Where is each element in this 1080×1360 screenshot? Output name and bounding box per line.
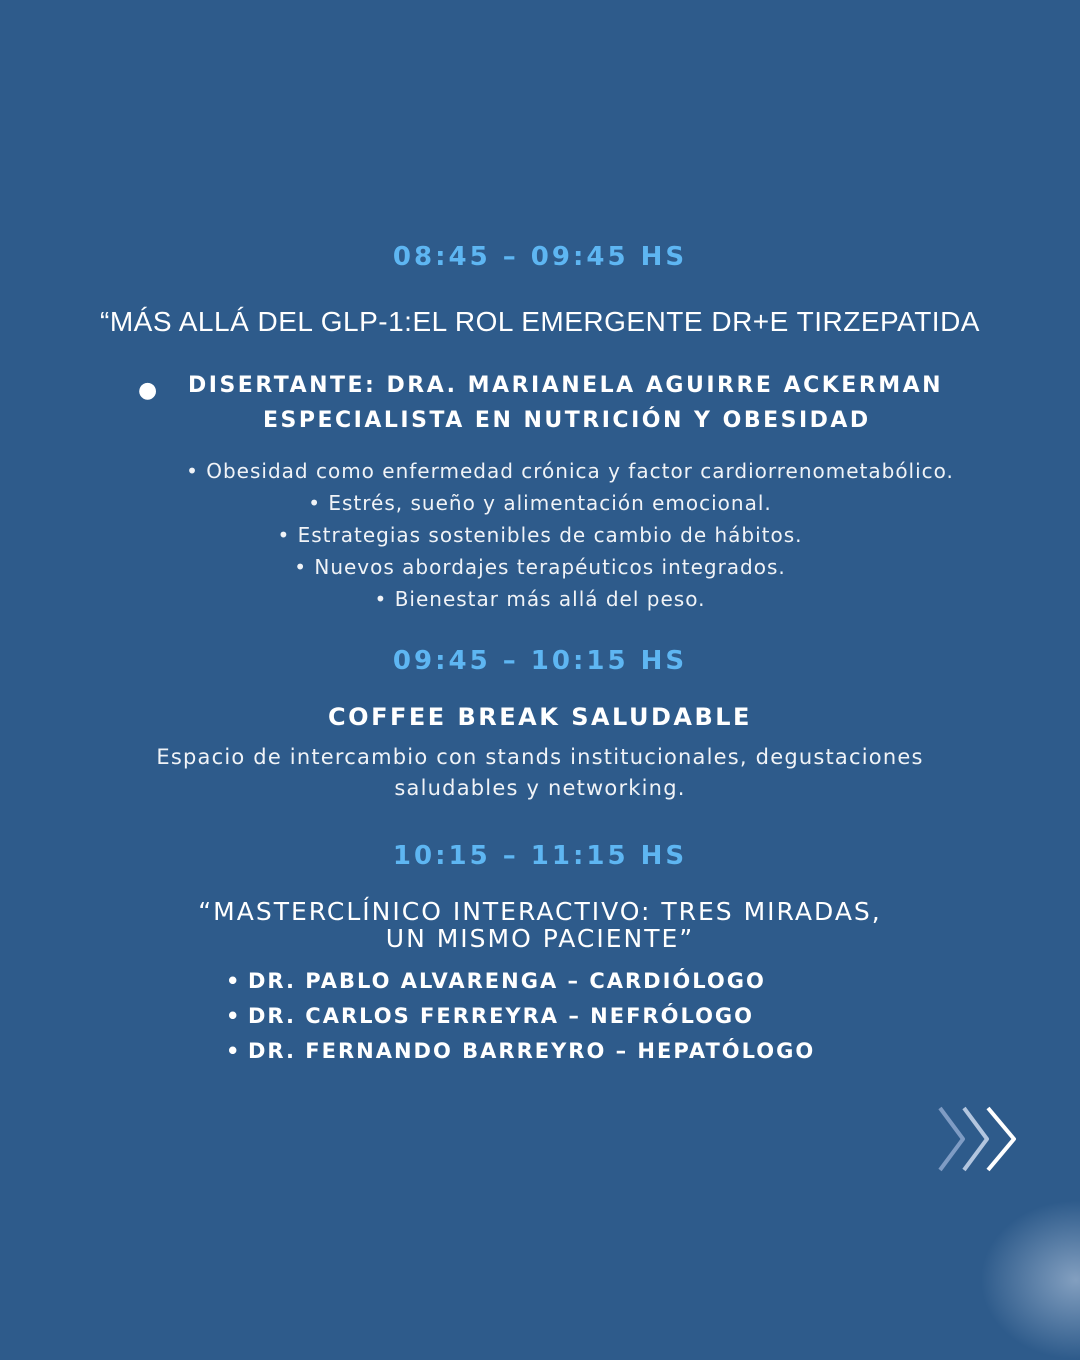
doctor-item bbox=[226, 1001, 815, 1036]
topic-item: • Obesidad como enfermedad crónica y factor cardiorrenometabólico. bbox=[186, 459, 954, 483]
topic-item: • Bienestar más allá del peso. bbox=[374, 587, 706, 611]
topic-item: • Estrés, sueño y alimentación emocional. bbox=[308, 491, 772, 515]
doctor-name: DR. CARLOS FERREYRA – NEFRÓLOGO bbox=[248, 1004, 755, 1028]
decorative-glow bbox=[980, 1200, 1080, 1360]
topic-item: • Estrategias sostenibles de cambio de hábitos. bbox=[277, 523, 803, 547]
description-line: saludables y networking. bbox=[394, 776, 686, 800]
doctor-name: DR. PABLO ALVARENGA – CARDIÓLOGO bbox=[248, 969, 766, 993]
session3-time: 10:15 – 11:15 HS bbox=[392, 841, 688, 871]
session2-description bbox=[0, 742, 1080, 804]
bullet-dot-icon: • bbox=[226, 1004, 242, 1028]
title-line: UN MISMO PACIENTE” bbox=[385, 924, 695, 953]
bullet-dot-icon: • bbox=[226, 1039, 242, 1063]
session1-title: “MÁS ALLÁ DEL GLP-1:EL ROL EMERGENTE DR+E TIRZEPATIDA bbox=[100, 306, 980, 337]
triple-chevron-right-icon[interactable] bbox=[936, 1104, 1022, 1178]
session1-time: 08:45 – 09:45 HS bbox=[392, 242, 688, 272]
session3-title bbox=[0, 898, 1080, 952]
doctor-item bbox=[226, 1036, 815, 1071]
bullet-dot-icon: • bbox=[226, 969, 242, 993]
doctor-list bbox=[226, 966, 815, 1071]
title-line: “MASTERCLÍNICO INTERACTIVO: TRES MIRADAS, bbox=[198, 897, 882, 926]
doctor-item bbox=[226, 966, 815, 1001]
session2-title: COFFEE BREAK SALUDABLE bbox=[328, 703, 752, 731]
topic-item: • Nuevos abordajes terapéuticos integrados. bbox=[294, 555, 786, 579]
doctor-name: DR. FERNANDO BARREYRO – HEPATÓLOGO bbox=[248, 1039, 816, 1063]
session2-time: 09:45 – 10:15 HS bbox=[392, 646, 688, 676]
description-line: Espacio de intercambio con stands institucionales, degustaciones bbox=[156, 745, 924, 769]
session1-speaker: DISERTANTE: DRA. MARIANELA AGUIRRE ACKERMAN bbox=[188, 373, 944, 398]
session1-speaker-specialty: ESPECIALISTA EN NUTRICIÓN Y OBESIDAD bbox=[263, 408, 871, 433]
session1-topics bbox=[0, 455, 1080, 615]
bullet-dot-icon: ● bbox=[138, 378, 158, 403]
